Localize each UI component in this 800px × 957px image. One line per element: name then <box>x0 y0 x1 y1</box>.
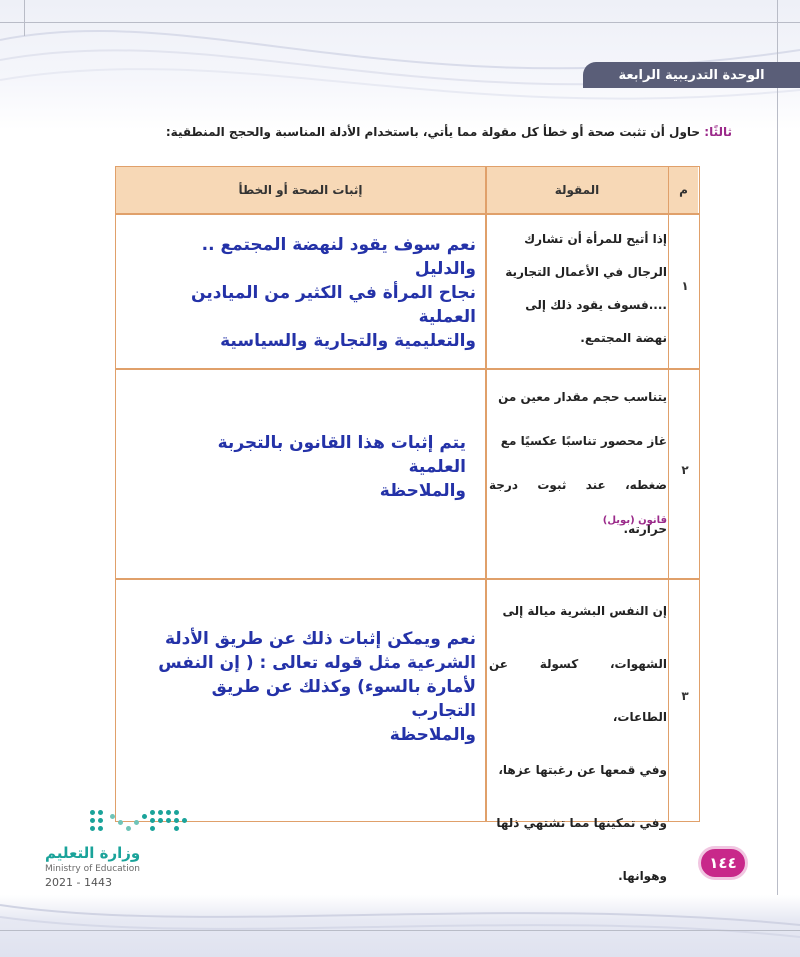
edition-year: 2021 - 1443 <box>45 876 112 889</box>
row-divider <box>116 213 699 215</box>
answer-line: والملاحظة <box>379 481 466 501</box>
row-number: ٢ <box>681 463 689 477</box>
row-number: ١ <box>681 279 689 293</box>
ministry-logo-icon <box>90 806 210 836</box>
statement-line: الرجال في الأعمال التجارية <box>505 265 667 279</box>
handwritten-answer <box>156 431 466 503</box>
unit-banner <box>583 62 800 88</box>
statement-line: يتناسب حجم مقدار معين من <box>498 390 667 404</box>
statement-text <box>489 585 667 903</box>
answer-line: نعم سوف يقود لنهضة المجتمع .. والدليل <box>201 235 476 279</box>
handwritten-answer <box>136 233 476 353</box>
statement-line: ضغطه، عند ثبوت درجة حرارته. <box>489 478 667 536</box>
instruction <box>150 125 732 139</box>
ministry-name-ar: وزارة التعليم <box>45 844 141 862</box>
statement-line: وفي تمكينها مما تشتهي ذلها <box>496 816 667 830</box>
statement-line: الشهوات، كسولة عن الطاعات، <box>489 657 667 724</box>
header-num: م <box>669 167 698 213</box>
answer-line: والتعليمية والتجارية والسياسية <box>220 331 476 351</box>
statement-text <box>489 223 667 355</box>
statement-line: وهوانها. <box>618 869 667 883</box>
crop-line-bottom <box>0 930 800 931</box>
statement-line: وفي قمعها عن رغبتها عزها، <box>498 763 667 777</box>
row-number: ٣ <box>681 689 689 703</box>
crop-line-top <box>0 22 800 23</box>
column-divider <box>485 167 487 821</box>
header-statement: المقولة <box>487 167 668 213</box>
answer-line: الشرعية مثل قوله تعالى : ( إن النفس <box>158 653 476 673</box>
handwritten-answer <box>146 627 476 747</box>
statement-source: قانون (بويل) <box>602 515 667 526</box>
column-divider <box>668 167 670 821</box>
page-number: ١٤٤ <box>698 846 748 880</box>
crop-line-right <box>777 0 778 957</box>
ministry-name-en: Ministry of Education <box>45 864 140 874</box>
answer-line: لأمارة بالسوء) وكذلك عن طريق التجارب <box>211 677 476 721</box>
unit-title: الوحدة التدريبية الرابعة <box>618 67 765 83</box>
answer-line: يتم إثبات هذا القانون بالتجربة العلمية <box>217 433 466 477</box>
row-divider <box>116 578 699 580</box>
answer-line: نعم ويمكن إثبات ذلك عن طريق الأدلة <box>164 629 476 649</box>
answer-line: نجاح المرأة في الكثير من الميادين العملية <box>191 283 476 327</box>
statement-line: نهضة المجتمع. <box>580 331 667 345</box>
crop-mark-left <box>24 0 25 36</box>
answer-line: والملاحظة <box>389 725 476 745</box>
header-proof: إثبات الصحة أو الخطأ <box>116 167 485 213</box>
statement-line: إن النفس البشرية ميالة إلى <box>502 604 667 618</box>
ministry-logo <box>30 806 190 896</box>
statements-table <box>115 166 700 883</box>
statement-line: ....فسوف يقود ذلك إلى <box>525 298 667 312</box>
footer-decoration <box>0 895 800 957</box>
instruction-text: حاول أن تثبت صحة أو خطأ كل مقولة مما يأتي، باستخدام الأدلة المناسبة والحجج المنطقية: <box>165 125 701 139</box>
statement-line: غاز محصور تناسبًا عكسيًا مع <box>500 434 667 448</box>
statement-line: إذا أتيح للمرأة أن تشارك <box>524 232 667 246</box>
row-divider <box>116 368 699 370</box>
instruction-lead: ثالثًا: <box>704 125 732 139</box>
